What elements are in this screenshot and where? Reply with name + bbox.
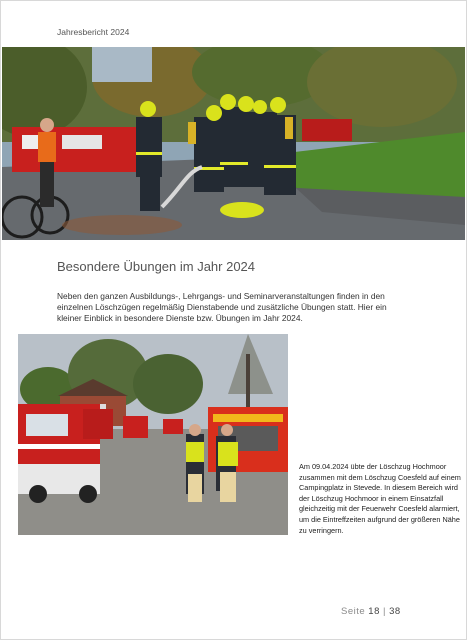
page-number (341, 606, 401, 617)
section-heading: Besondere Übungen im Jahr 2024 (57, 259, 256, 274)
intro-paragraph: Neben den ganzen Ausbildungs-, Lehrgangs- und Seminarveranstaltungen finden in den einzelnen Löschzügen regelmäßig Dienstabende und zusätzliche Übungen statt. Hier ein kleiner Einblick in besondere Dienste bzw. Übungen im Jahr 2024. (57, 291, 387, 323)
page-label: Seite (341, 606, 366, 617)
page-current: 18 (368, 606, 380, 617)
page-separator: | (383, 606, 386, 617)
photo-firefighters-training (2, 47, 465, 240)
photo-caption: Am 09.04.2024 übte der Löschzug Hochmoor zusammen mit dem Löschzug Coesfeld auf einem Campingplatz in Stevede. In diesem Bereich wird der Löschzug Hochmoor in einem Einsatzfall gleichzeitig mit der Feuerwehr Coesfeld alarmiert, um die Eintreffzeiten aufgrund der größeren Nähe zu verringern. (299, 462, 461, 535)
photo-campsite-exercise (18, 334, 288, 535)
page-total: 38 (389, 606, 401, 617)
report-title: Jahresbericht 2024 (57, 27, 130, 37)
